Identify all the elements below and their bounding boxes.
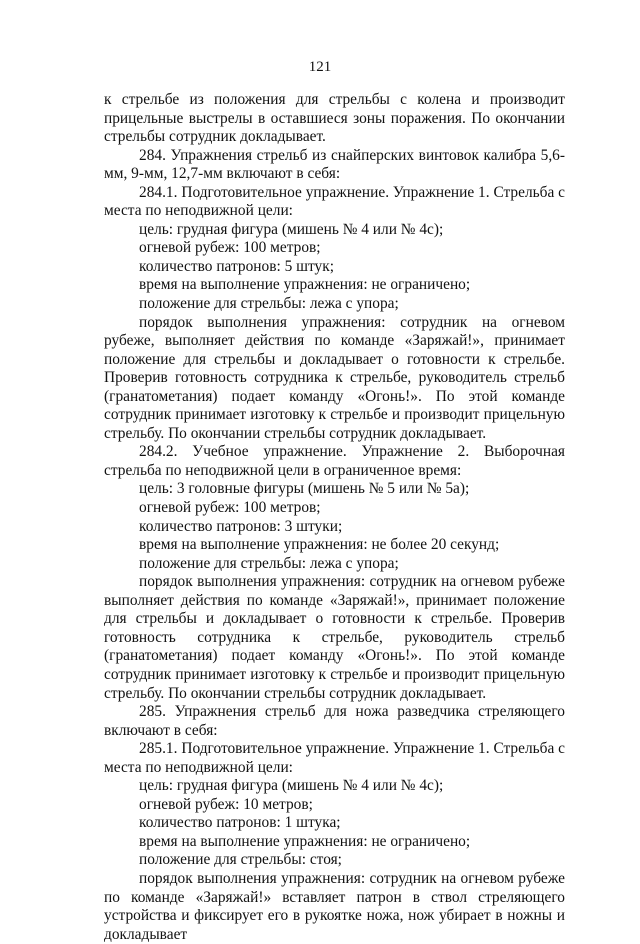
list-item: положение для стрельбы: лежа с упора; [139, 554, 399, 572]
section-284-1-procedure: порядок выполнения упражнения: сотрудник на огневом рубеже, выполняет действия по команде «Заряжай!», принимает положение для стрельбы и докладывает о готовности к стрельбе. Проверив готовность сотрудника к стрельбе, руководитель стрельб (гранатометания) подает команду «Огонь!». По этой команде сотрудник принимает изготовку к стрельбе и производит прицельную стрельбу. По окончании стрельбы сотрудник докладывает. [104, 313, 565, 442]
list-item: цель: грудная фигура (мишень № 4 или № 4с); [139, 220, 444, 238]
list-item: время на выполнение упражнения: не ограничено; [139, 276, 471, 294]
list-item: время на выполнение упражнения: не ограничено; [139, 832, 471, 850]
section-285-1-title: 285.1. Подготовительное упражнение. Упражнение 1. Стрельба с места по неподвижной цели: [104, 740, 565, 776]
list-item: количество патронов: 1 штука; [139, 814, 341, 832]
list-item: время на выполнение упражнения: не более 20 секунд; [139, 536, 500, 554]
section-284-1-title: 284.1. Подготовительное упражнение. Упражнение 1. Стрельба с места по неподвижной цели: [104, 183, 565, 220]
section-284-2-title: 284.2. Учебное упражнение. Упражнение 2. Выборочная стрельба по неподвижной цели в ограниченное время: [104, 443, 565, 479]
list-item: положение для стрельбы: лежа с упора; [139, 295, 399, 313]
paragraph-continuation: к стрельбе из положения для стрельбы с колена и производит прицельные выстрелы в оставшиеся зоны поражения. По окончании стрельбы сотрудник докладывает. [104, 91, 565, 146]
list-item: цель: грудная фигура (мишень № 4 или № 4с); [139, 777, 444, 795]
list-item: количество патронов: 3 штуки; [139, 517, 343, 535]
paragraph-284: 284. Упражнения стрельб из снайперских винтовок калибра 5,6-мм, 9-мм, 12,7-мм включают в себя: [104, 146, 565, 183]
section-284-2-procedure: порядок выполнения упражнения: сотрудник на огневом рубеже выполняет действия по команде «Заряжай!», принимает положение для стрельбы и докладывает о готовности к стрельбе. Проверив готовность сотрудника к стрельбе, руководитель стрельб (гранатометания) подает команду «Огонь!». По этой команде сотрудник принимает изготовку к стрельбе и производит прицельную стрельбу. По окончании стрельбы сотрудник докладывает. [104, 573, 565, 702]
list-item: огневой рубеж: 100 метров; [139, 239, 321, 257]
list-item: цель: 3 головные фигуры (мишень № 5 или № 5а); [139, 480, 470, 498]
paragraph-285: 285. Упражнения стрельб для ножа разведчика стреляющего включают в себя: [104, 703, 565, 739]
list-item: количество патронов: 5 штук; [139, 257, 334, 275]
list-item: положение для стрельбы: стоя; [139, 851, 342, 869]
page-number: 121 [308, 59, 332, 75]
list-item: огневой рубеж: 10 метров; [139, 795, 313, 813]
section-285-1-procedure: порядок выполнения упражнения: сотрудник на огневом рубеже по команде «Заряжай!» вставляет патрон в ствол стреляющего устройства и фиксирует его в рукоятке ножа, нож убирает в ножны и докладывает [104, 869, 565, 943]
list-item: огневой рубеж: 100 метров; [139, 499, 321, 517]
document-body [104, 91, 565, 944]
